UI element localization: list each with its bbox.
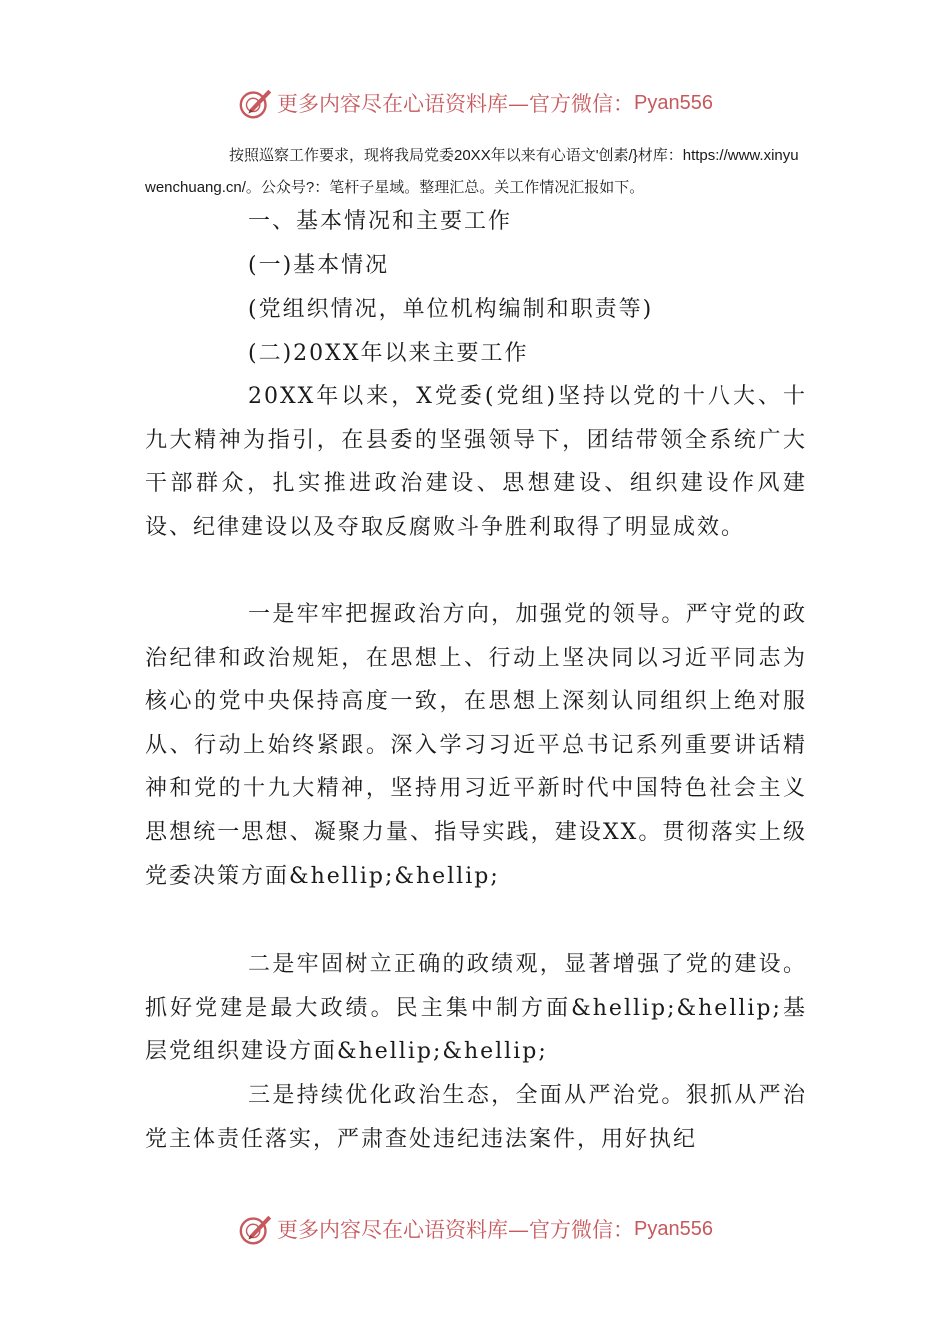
banner-text: 更多内容尽在心语资料库—官方微信： <box>277 92 635 116</box>
pen-logo-icon <box>237 84 275 122</box>
body-paragraph-text: 20XX年以来，X党委(党组)坚持以党的十八大、十九大精神为指引，在县委的坚强领导下，团结带领全系统广大干部群众，扎实推进政治建设、思想建设、组织建设作风建设、纪律建设以及夺取反腐败斗争胜利取得了明显成效。 <box>145 384 807 540</box>
body-paragraph-text: 二是牢固树立正确的政绩观，显著增强了党的建设。抓好党建是最大政绩。民主集中制方面&hellip;&hellip;基层党组织建设方面&hellip;&hellip; <box>145 952 807 1065</box>
section-heading-1: 一、基本情况和主要工作 <box>248 209 513 234</box>
banner-text: 更多内容尽在心语资料库—官方微信： <box>277 1218 635 1242</box>
intro-paragraph <box>145 140 809 204</box>
subsection-heading-basic: (一)基本情况 <box>248 253 390 278</box>
body-paragraph-3 <box>145 943 807 1074</box>
body-paragraph-text: 一是牢牢把握政治方向，加强党的领导。严守党的政治纪律和政治规矩，在思想上、行动上坚决同以习近平同志为核心的党中央保持高度一致，在思想上深刻认同组织上绝对服从、行动上始终紧跟。深入学习习近平总书记系列重要讲话精神和党的十九大精神，坚持用习近平新时代中国特色社会主义思想统一思想、凝聚力量、指导实践，建设XX。贯彻落实上级党委决策方面&hellip;&hellip; <box>145 602 807 889</box>
subsection-note: (党组织情况，单位机构编制和职责等) <box>248 297 654 322</box>
banner-wechat-id: Pyan556 <box>634 1217 713 1240</box>
banner-wechat-id: Pyan556 <box>634 91 713 114</box>
body-paragraph-4 <box>145 1074 807 1161</box>
pen-logo-icon <box>237 1210 275 1248</box>
subsection-heading-main-work: (二)20XX年以来主要工作 <box>248 341 529 366</box>
footer-watermark-banner <box>0 1209 950 1249</box>
intro-text: 按照巡察工作要求，现将我局党委20XX年以来有心语文'创素/}材库：https://www.xinyuwenchuang.cn/。公众号?：笔杆子星域。整理汇总。关工作情况汇报如下。 <box>145 147 799 196</box>
body-paragraph-text: 三是持续优化政治生态，全面从严治党。狠抓从严治党主体责任落实，严肃查处违纪违法案件，用好执纪 <box>145 1083 807 1152</box>
body-paragraph-2 <box>145 593 807 898</box>
header-watermark-banner <box>0 83 950 123</box>
body-paragraph-1 <box>145 375 807 549</box>
